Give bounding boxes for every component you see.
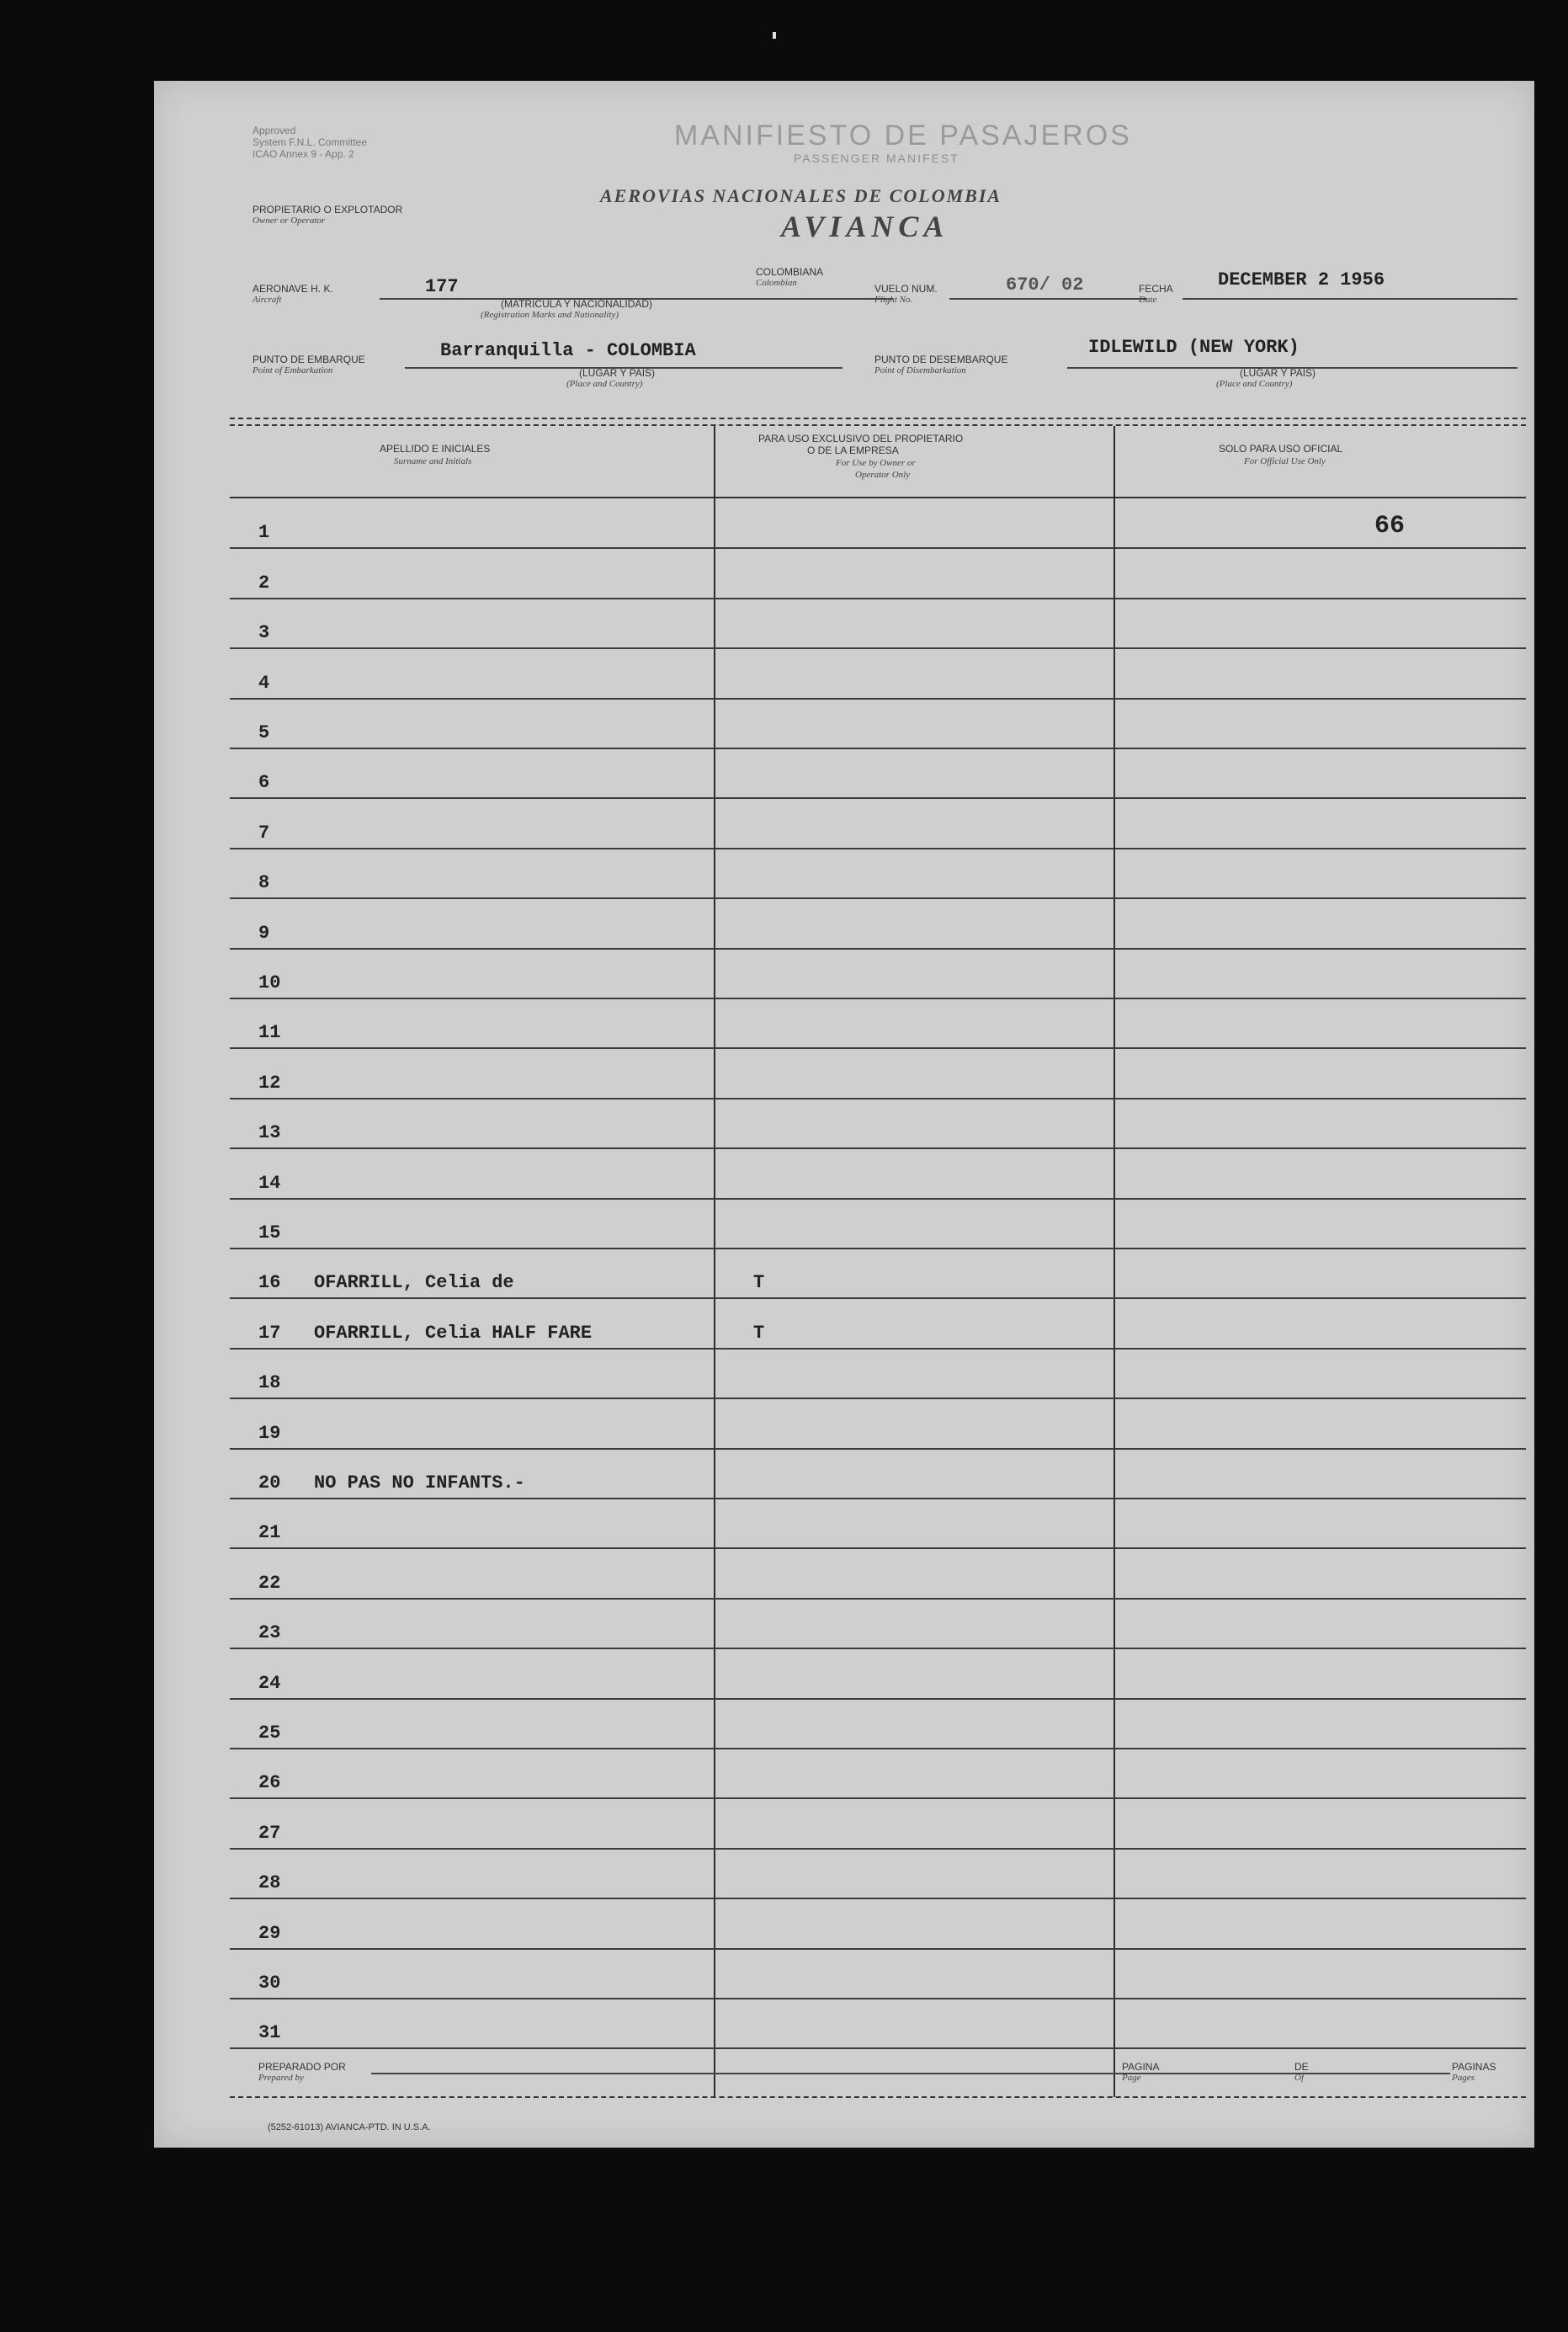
row-number: 11 bbox=[258, 1022, 281, 1044]
registration-label: (MATRICULA Y NACIONALIDAD) bbox=[501, 298, 653, 310]
row-number: 2 bbox=[258, 572, 270, 594]
approval-line-2: System F.N.L. Committee bbox=[252, 136, 368, 148]
row-line bbox=[230, 1448, 1526, 1450]
print-code: (5252-61013) AVIANCA-PTD. IN U.S.A. bbox=[268, 2122, 431, 2132]
col-owner-header-2: O DE LA EMPRESA bbox=[807, 445, 899, 456]
row-number: 10 bbox=[258, 972, 281, 993]
row-number: 13 bbox=[258, 1122, 281, 1144]
prepared-label-en: Prepared by bbox=[258, 2073, 304, 2083]
disembark-sub-en: (Place and Country) bbox=[1216, 379, 1293, 389]
row-line bbox=[230, 1698, 1526, 1700]
owner-label: PROPIETARIO O EXPLOTADOR bbox=[252, 204, 403, 216]
row-line bbox=[230, 948, 1526, 950]
flight-value: 670/ 02 bbox=[1006, 274, 1084, 295]
owner-mark: T bbox=[753, 1272, 765, 1294]
disembark-label: PUNTO DE DESEMBARQUE bbox=[874, 354, 1008, 365]
divider-surname-owner bbox=[714, 426, 715, 2097]
row-number: 3 bbox=[258, 622, 270, 644]
row-line bbox=[230, 1547, 1526, 1549]
footer-rule bbox=[230, 2096, 1526, 2098]
passenger-name: OFARRILL, Celia de bbox=[314, 1272, 514, 1294]
col-owner-header-en-2: Operator Only bbox=[855, 470, 911, 480]
manifest-title: MANIFIESTO DE PASAJEROS bbox=[674, 120, 1132, 152]
row-line bbox=[230, 647, 1526, 649]
row-number: 15 bbox=[258, 1222, 281, 1243]
row-line bbox=[230, 698, 1526, 700]
row-line bbox=[230, 848, 1526, 849]
row-number: 24 bbox=[258, 1672, 281, 1694]
flight-label: VUELO NUM. bbox=[874, 283, 938, 295]
row-line bbox=[230, 1098, 1526, 1099]
row-line bbox=[230, 547, 1526, 549]
header-rule-bottom bbox=[230, 424, 1526, 426]
disembark-sub: (LUGAR Y PAIS) bbox=[1240, 367, 1316, 379]
pages-label: PAGINAS bbox=[1452, 2061, 1496, 2073]
col-surname-header: APELLIDO E INICIALES bbox=[380, 443, 491, 455]
date-value: DECEMBER 2 1956 bbox=[1218, 269, 1385, 290]
row-number: 8 bbox=[258, 872, 270, 894]
row-number: 21 bbox=[258, 1522, 281, 1544]
row-line bbox=[230, 1998, 1526, 1999]
row-line bbox=[230, 1047, 1526, 1049]
owner-mark: T bbox=[753, 1322, 765, 1344]
airline-name: AEROVIAS NACIONALES DE COLOMBIA bbox=[600, 185, 1002, 206]
divider-owner-official bbox=[1114, 426, 1115, 2097]
of-label-en: Of bbox=[1294, 2073, 1304, 2083]
aircraft-value: 177 bbox=[425, 276, 459, 297]
row-number: 19 bbox=[258, 1422, 281, 1444]
row-number: 22 bbox=[258, 1572, 281, 1594]
row-number: 12 bbox=[258, 1072, 281, 1094]
row-number: 1 bbox=[258, 522, 270, 544]
date-label: FECHA bbox=[1139, 283, 1173, 295]
embark-value: Barranquilla - COLOMBIA bbox=[440, 340, 696, 361]
flight-underline bbox=[949, 298, 1147, 300]
prepared-label: PREPARADO POR bbox=[258, 2061, 346, 2073]
page-label: PAGINA bbox=[1122, 2061, 1160, 2073]
row-number: 5 bbox=[258, 722, 270, 743]
row-line bbox=[230, 897, 1526, 899]
date-label-en: Date bbox=[1139, 295, 1157, 305]
aircraft-label-en: Aircraft bbox=[252, 295, 282, 305]
row-line bbox=[230, 1398, 1526, 1399]
embark-label-en: Point of Embarkation bbox=[252, 365, 333, 375]
row-number: 20 bbox=[258, 1472, 281, 1493]
row-line bbox=[230, 998, 1526, 999]
col-official-header: SOLO PARA USO OFICIAL bbox=[1219, 443, 1343, 455]
header-rule-top bbox=[230, 418, 1526, 419]
row-line bbox=[230, 748, 1526, 749]
embark-label: PUNTO DE EMBARQUE bbox=[252, 354, 365, 365]
row-number: 6 bbox=[258, 772, 270, 794]
column-header-rule bbox=[230, 497, 1526, 498]
nationality-label-en: Colombian bbox=[756, 278, 797, 288]
row-number: 31 bbox=[258, 2022, 281, 2044]
row-line bbox=[230, 1898, 1526, 1899]
row-number: 27 bbox=[258, 1822, 281, 1844]
nationality-label: COLOMBIANA bbox=[756, 266, 824, 278]
approval-line-1: Approved bbox=[252, 125, 296, 136]
row-line bbox=[230, 1598, 1526, 1600]
row-line bbox=[230, 1948, 1526, 1950]
film-speck bbox=[773, 32, 776, 39]
of-label: DE bbox=[1294, 2061, 1309, 2073]
row-number: 4 bbox=[258, 672, 270, 694]
manifest-sheet bbox=[154, 81, 1534, 2148]
official-number: 66 bbox=[1374, 512, 1406, 540]
passenger-name: NO PAS NO INFANTS.- bbox=[314, 1472, 525, 1493]
row-number: 7 bbox=[258, 822, 270, 844]
airline-brand: AVIANCA bbox=[781, 210, 949, 243]
row-number: 30 bbox=[258, 1973, 281, 1994]
col-owner-header-en-1: For Use by Owner or bbox=[836, 458, 916, 468]
col-official-header-en: For Official Use Only bbox=[1244, 456, 1326, 466]
row-line bbox=[230, 1648, 1526, 1649]
row-line bbox=[230, 1248, 1526, 1249]
row-number: 25 bbox=[258, 1722, 281, 1744]
row-number: 18 bbox=[258, 1372, 281, 1394]
registration-label-en: (Registration Marks and Nationality) bbox=[481, 310, 619, 320]
row-number: 17 bbox=[258, 1322, 281, 1344]
row-number: 9 bbox=[258, 922, 270, 944]
col-owner-header-1: PARA USO EXCLUSIVO DEL PROPIETARIO bbox=[758, 433, 964, 445]
disembark-value: IDLEWILD (NEW YORK) bbox=[1088, 337, 1300, 358]
row-line bbox=[230, 1498, 1526, 1499]
row-line bbox=[230, 1348, 1526, 1350]
row-line bbox=[230, 598, 1526, 599]
row-line bbox=[230, 797, 1526, 799]
row-line bbox=[230, 1797, 1526, 1799]
row-line bbox=[230, 1848, 1526, 1850]
manifest-subtitle: PASSENGER MANIFEST bbox=[794, 152, 959, 165]
pages-label-en: Pages bbox=[1452, 2073, 1475, 2083]
row-line bbox=[230, 2047, 1526, 2049]
pages-underline bbox=[1332, 2073, 1450, 2074]
aircraft-label: AERONAVE H. K. bbox=[252, 283, 333, 295]
date-underline bbox=[1183, 298, 1518, 300]
row-line bbox=[230, 1748, 1526, 1749]
embark-sub-en: (Place and Country) bbox=[566, 379, 643, 389]
flight-label-en: Flight No. bbox=[874, 295, 913, 305]
row-number: 26 bbox=[258, 1772, 281, 1794]
row-line bbox=[230, 1198, 1526, 1200]
row-number: 16 bbox=[258, 1272, 281, 1294]
col-surname-header-en: Surname and Initials bbox=[394, 456, 472, 466]
owner-label-en: Owner or Operator bbox=[252, 216, 326, 226]
row-number: 28 bbox=[258, 1872, 281, 1894]
row-number: 14 bbox=[258, 1172, 281, 1194]
row-number: 29 bbox=[258, 1922, 281, 1944]
embark-sub: (LUGAR Y PAIS) bbox=[579, 367, 656, 379]
disembark-label-en: Point of Disembarkation bbox=[874, 365, 966, 375]
row-number: 23 bbox=[258, 1622, 281, 1644]
passenger-name: OFARRILL, Celia HALF FARE bbox=[314, 1322, 593, 1344]
page-label-en: Page bbox=[1122, 2073, 1141, 2083]
row-line bbox=[230, 1147, 1526, 1149]
row-line bbox=[230, 1297, 1526, 1299]
approval-line-3: ICAO Annex 9 - App. 2 bbox=[252, 148, 354, 160]
